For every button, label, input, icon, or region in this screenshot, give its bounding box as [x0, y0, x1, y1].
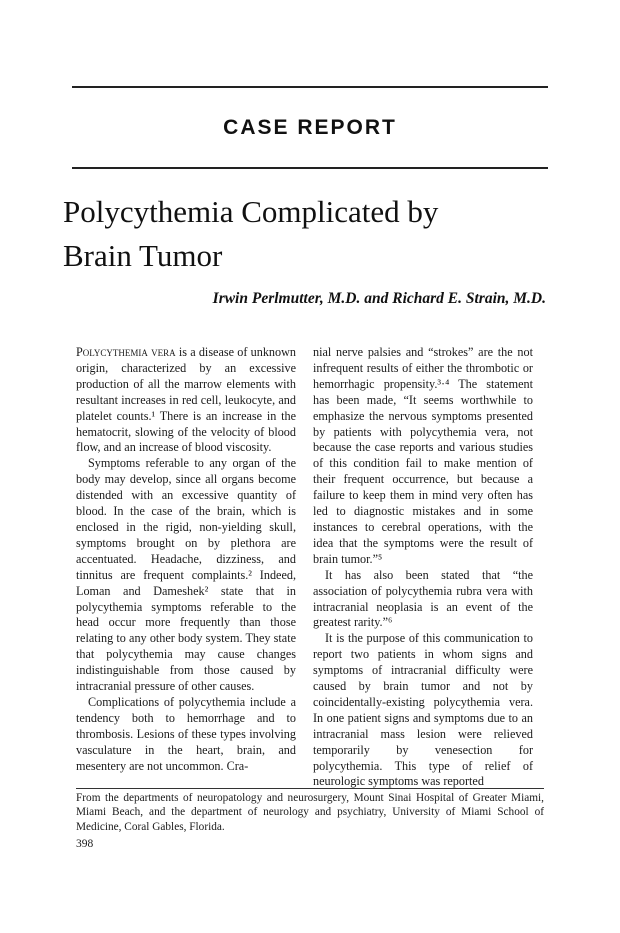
page-number: 398 [76, 838, 94, 850]
paragraph: Symptoms referable to any organ of the body may develop, since all organs become distended with an excessive quantity of blood. In the case of the brain, which is enclosed in the rigid, non-yielding skull, symptoms brought on by plethora are accentuated. Headache, dizziness, and tinnitus are frequent complaints.² Indeed, Loman and Dameshek² state that in polycythemia symptoms referable to the head occur more frequently than those relating to any other body system. They state that polycythemia may cause changes indistinguishable from those caused by intracranial pressure of other causes. [76, 456, 296, 694]
title-line-1: Polycythemia Complicated by [63, 194, 439, 229]
footnote-divider [76, 788, 544, 789]
paragraph [76, 345, 296, 456]
paragraph: Complications of polycythemia include a tendency both to hemorrhage and to thrombosis. Lesions of these types involving vasculature in the heart, brain, and mesentery are not uncommon. Cra- [76, 694, 296, 773]
section-label: CASE REPORT [223, 116, 397, 139]
lead-in: Polycythemia vera [76, 345, 176, 359]
left-column [76, 345, 296, 774]
header-bottom-rule [72, 167, 548, 169]
paragraph: It is the purpose of this communication to report two patients in whom signs and symptoms of intracranial difficulty were caused by brain tumor and not by coincidentally-existing polycythemia vera. In one patient signs and symptoms due to an intracranial mass lesion were relieved temporarily by venesection for polycythemia. This type of relief of neurologic symptoms was reported [313, 631, 533, 789]
paragraph: It has also been stated that “the association of polycythemia rubra vera with intracranial neoplasia is an event of the greatest rarity.”⁶ [313, 567, 533, 630]
article-title [63, 190, 543, 278]
paragraph-text: is a disease of unknown origin, characterized by an excessive production of all the marrow elements with resultant increases in red cell, leukocyte, and platelet counts.¹ There is an increase in the hematocrit, slowing of the velocity of blood flow, and an increase of blood viscosity. [76, 345, 297, 455]
top-rule [72, 86, 548, 88]
title-line-2: Brain Tumor [63, 238, 223, 273]
author-line: Irwin Perlmutter, M.D. and Richard E. Strain, M.D. [212, 290, 546, 307]
paragraph: nial nerve palsies and “strokes” are the not infrequent results of either the thrombotic or hemorrhagic propensity.³·⁴ The statement has been made, “It seems worthwhile to emphasize the nervous symptoms presented by patients with polycythemia vera, not because the case reports and various studies of this condition fail to make mention of their frequent occurrence, but because a failure to keep them in mind very often has led to diagnostic mistakes and in some instances to cerebral operations, with the idea that the symptoms were the result of brain tumor.”⁵ [313, 345, 533, 566]
right-column [313, 345, 533, 790]
affiliation-footnote: From the departments of neuropatology and neurosurgery, Mount Sinai Hospital of Greater Miami, Miami Beach, and the department of neurology and psychiatry, University of Miami School of Medicine, Coral Gables, Florida. [76, 792, 544, 833]
